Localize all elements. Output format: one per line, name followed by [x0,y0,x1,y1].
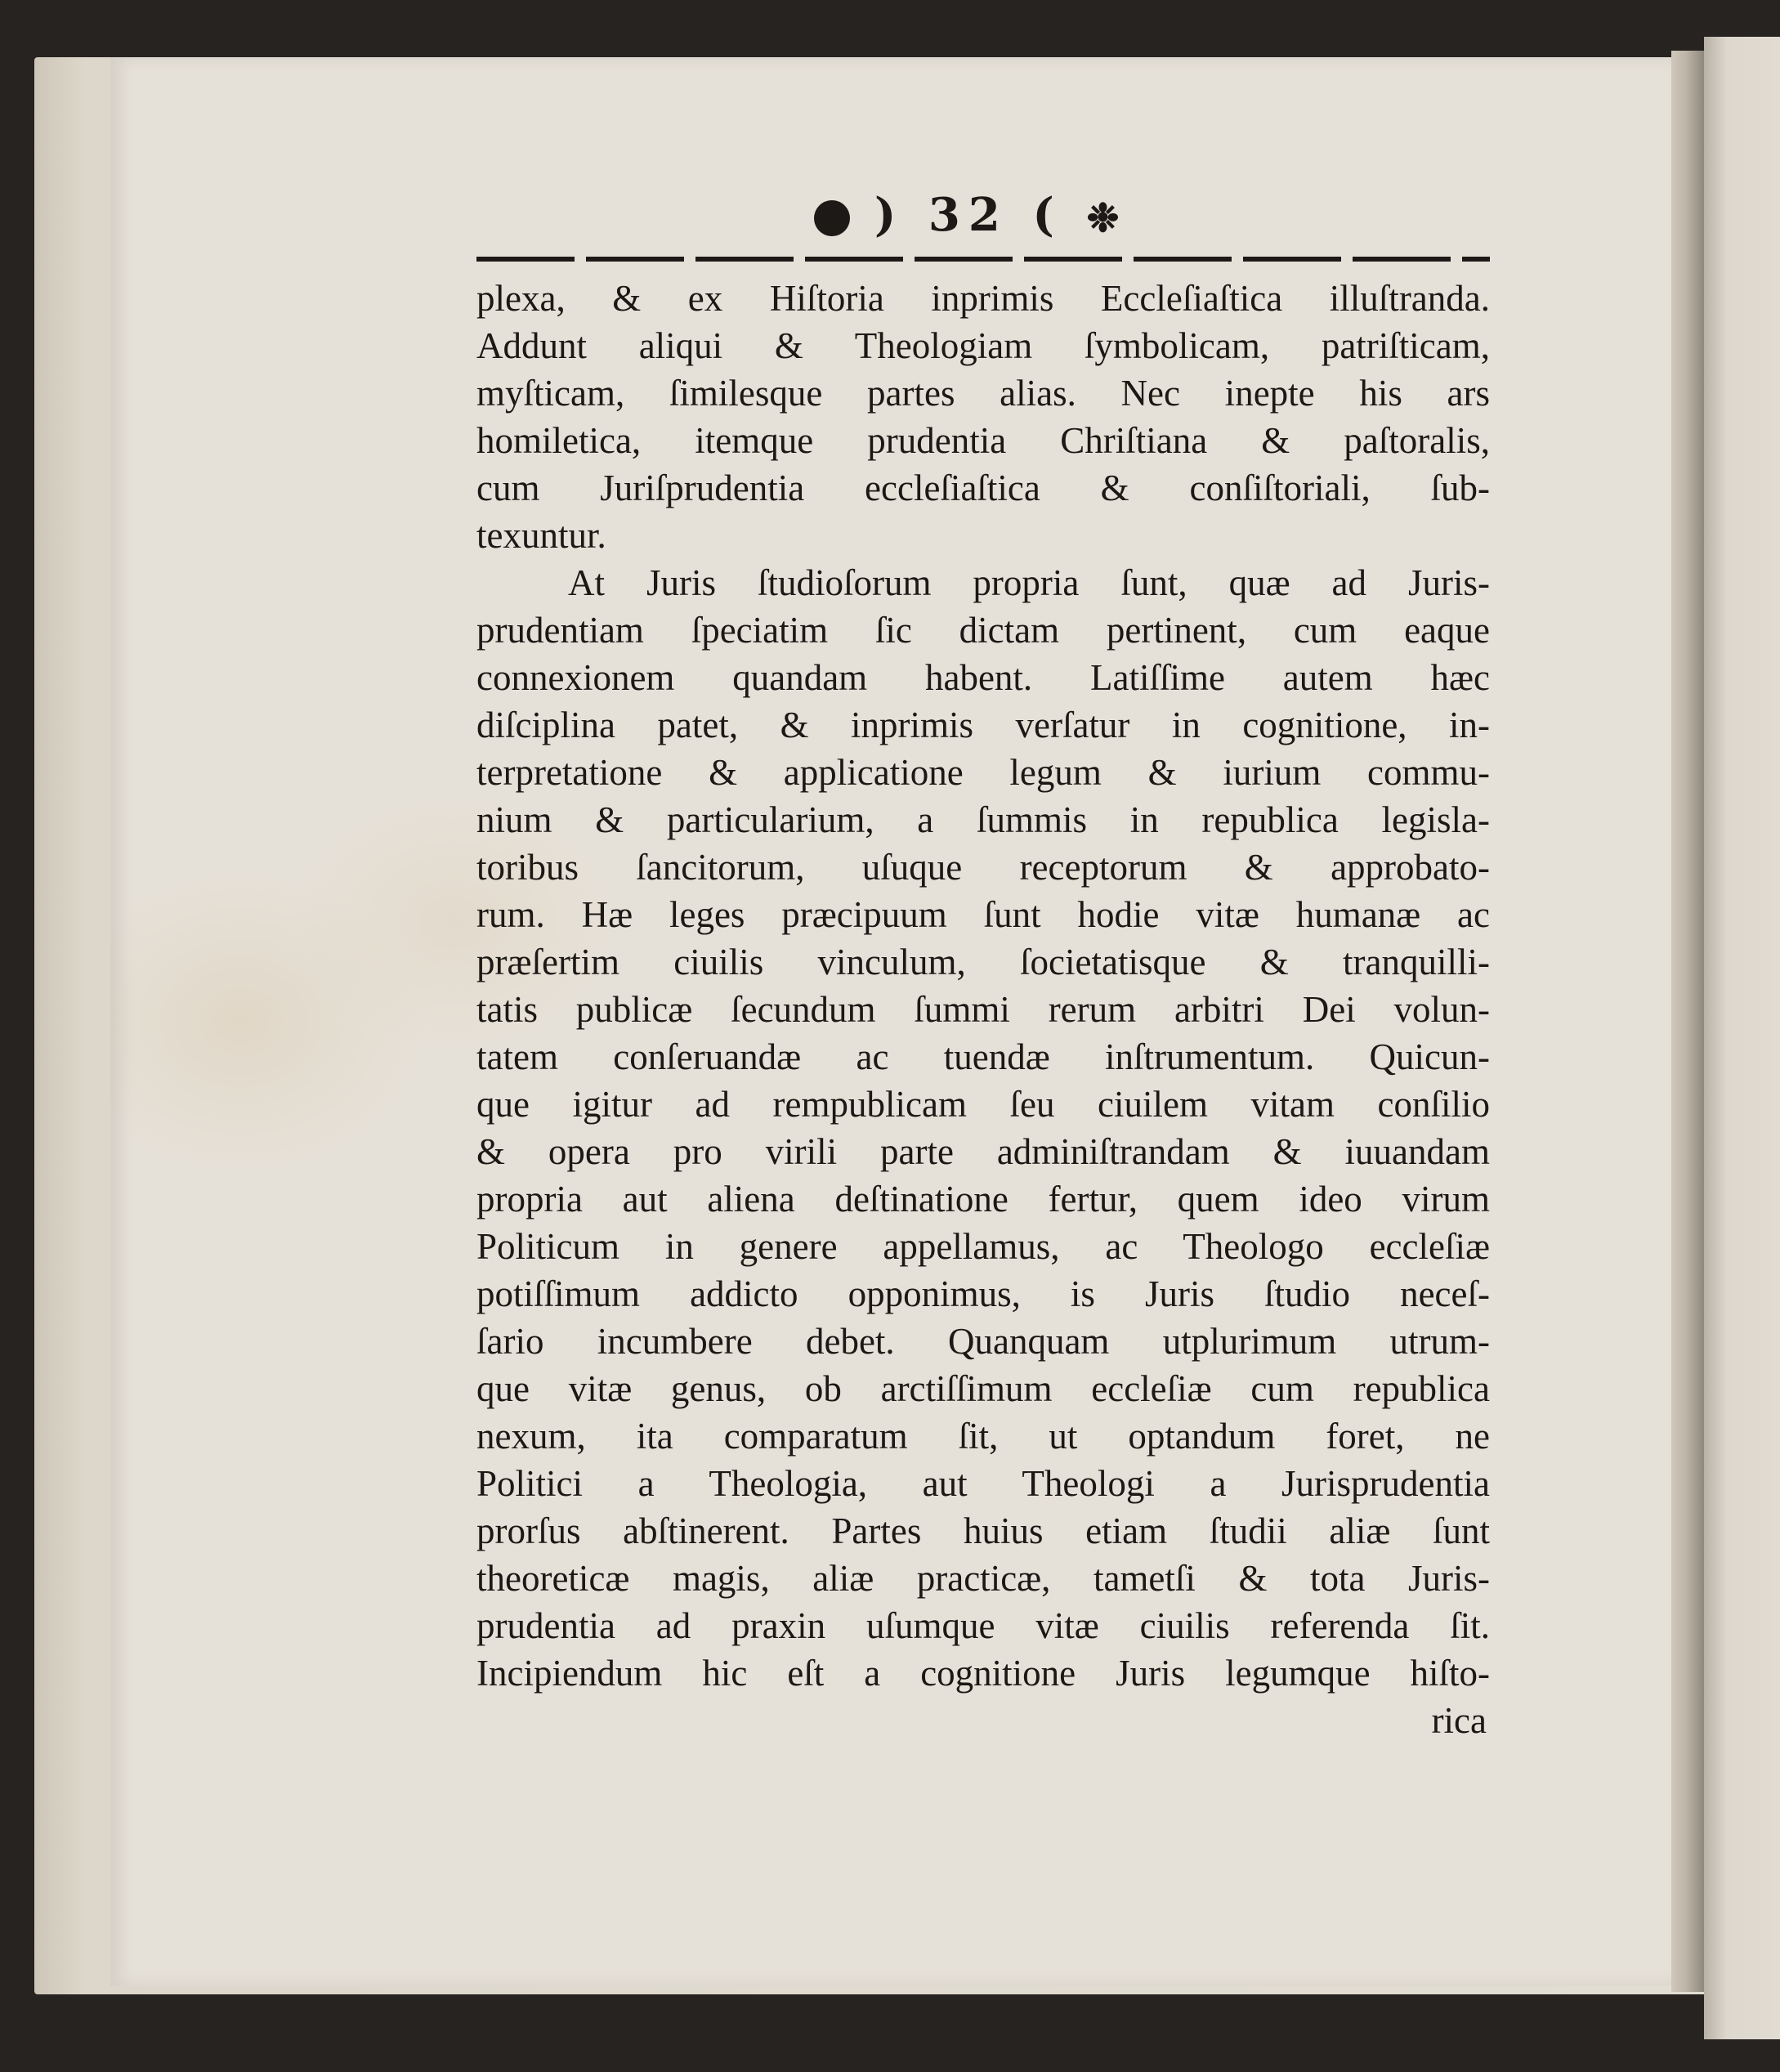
text-line: texuntur. [476,515,606,556]
text-line: tatem conſeruandæ ac tuendæ inſtrumentum. Quicun- [476,1036,1490,1077]
text-line: diſciplina patet, & inprimis verſatur in cognitione, in- [476,705,1490,745]
fleuron-left-icon [814,200,850,236]
folio-number: 32 [928,188,1009,242]
text-line: & opera pro virili parte adminiſtrandam & iuuandam [476,1131,1490,1172]
text-line: nium & particularium, a ſummis in republica legisla- [476,799,1490,840]
text-line: prudentiam ſpeciatim ſic dictam pertinent, cum eaque [476,610,1490,651]
text-line: theoreticæ magis, aliæ practicæ, tametſi & tota Juris- [476,1558,1490,1599]
text-line: Politici a Theologia, aut Theologi a Jurisprudentia [476,1463,1490,1504]
text-line: Incipiendum hic eſt a cognitione Juris legumque hiſto- [476,1653,1490,1694]
text-line: que vitæ genus, ob arctiſſimum eccleſiæ cum republica [476,1368,1490,1409]
text-line: prudentia ad praxin uſumque vitæ ciuilis referenda ſit. [476,1605,1490,1646]
page-number [795,188,1138,242]
text-line: myſticam, ſimilesque partes alias. Nec inepte his ars [476,373,1490,414]
gutter-fold [1671,51,1704,1992]
text-line: Politicum in genere appellamus, ac Theologo eccleſiæ [476,1226,1490,1267]
text-line: potiſſimum addicto opponimus, is Juris ſtudio neceſ- [476,1273,1490,1314]
folio-right-paren: ( [1032,188,1062,242]
text-line: prorſus abſtinerent. Partes huius etiam ſtudii aliæ ſunt [476,1510,1490,1551]
fleuron-right-icon: ❉ [1086,195,1120,242]
text-line: plexa, & ex Hiſtoria inprimis Eccleſiaſtica illuſtranda. [476,278,1490,319]
main-text [476,275,1490,1744]
facing-page-edge [1704,37,1780,2039]
folio-left-paren: ) [874,188,905,242]
text-line: propria aut aliena deſtinatione fertur, quem ideo virum [476,1179,1490,1219]
text-line: homiletica, itemque prudentia Chriſtiana & paſtoralis, [476,420,1490,461]
running-head [476,188,1490,270]
text-line: cum Juriſprudentia eccleſiaſtica & conſiſtoriali, ſub- [476,468,1490,508]
text-line: nexum, ita comparatum ſit, ut optandum foret, ne [476,1416,1490,1457]
text-line: Addunt aliqui & Theologiam ſymbolicam, patriſticam, [476,325,1490,366]
text-line: toribus ſancitorum, uſuque receptorum & approbato- [476,847,1490,888]
text-line: tatis publicæ ſecundum ſummi rerum arbitri Dei volun- [476,989,1490,1030]
catchword: rica [1431,1700,1487,1741]
text-line: connexionem quandam habent. Latiſſime autem hæc [476,657,1490,698]
text-line: que igitur ad rempublicam ſeu ciuilem vitam conſilio [476,1084,1490,1125]
text-line: præſertim ciuilis vinculum, ſocietatisque & tranquilli- [476,942,1490,982]
text-line-paragraph-start: At Juris ſtudioſorum propria ſunt, quæ ad Juris- [568,562,1490,603]
text-line: ſario incumbere debet. Quanquam utplurimum utrum- [476,1321,1490,1362]
text-line: rum. Hæ leges præcipuum ſunt hodie vitæ humanæ ac [476,894,1490,935]
head-rule [476,257,1490,262]
text-line: terpretatione & applicatione legum & iurium commu- [476,752,1490,793]
